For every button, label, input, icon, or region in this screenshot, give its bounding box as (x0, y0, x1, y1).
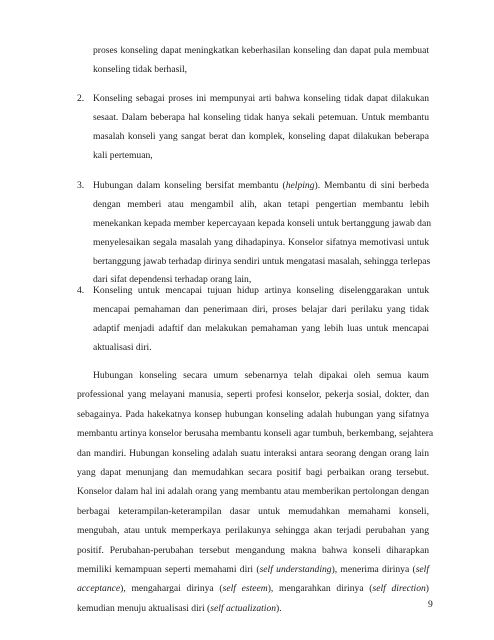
text-line: konseling tidak berhasil, (93, 63, 188, 75)
list-number: 2. (77, 93, 85, 104)
text-line: dari sifat dependensi terhadap orang lain, (93, 274, 252, 286)
italic-term: self esteem (222, 583, 268, 595)
text-line: dengan memberi atau mengambil alih, akan tetapi pengertian membantu lebih (93, 198, 429, 210)
body-paragraph (77, 366, 434, 618)
text-segment: ). Membantu di sini berbeda (314, 180, 429, 191)
text-segment: ). (276, 602, 282, 614)
text-segment: memiliki kemampuan seperti memahami diri ( (77, 563, 260, 575)
text-line: sesaat. Dalam beberapa hal konseling tidak hanya sekali petemuan. Untuk membantu (93, 111, 429, 123)
text-line: masalah konseli yang sangat berat dan komplek, konseling dapat dilakukan beberapa (93, 130, 429, 142)
text-line: positif. Perubahan-perubahan tersebut mengandung makna bahwa konseli diharapkan (77, 544, 429, 556)
italic-term: acceptance (77, 583, 121, 595)
text-line: professional yang melayani manusia, seperti profesi konselor, pekerja sosial, dokter, dan (77, 389, 429, 401)
italic-term: self (415, 563, 430, 575)
text-line: Konseling sebagai proses ini mempunyai arti bahwa konseling tidak dapat dilakukan (93, 93, 429, 104)
text-line: aktualisasi diri. (93, 341, 152, 353)
text-line: Konselor dalam hal ini adalah orang yang membantu atau memberikan pertolongan dengan (77, 486, 429, 498)
text-line: menyelesaikan segala masalah yang dihadapinya. Konselor sifatnya memotivasi untuk (93, 236, 429, 248)
text-line: proses konseling dapat meningkatkan keberhasilan konseling dan dapat pula membuat (93, 45, 429, 56)
text-line: Konseling untuk mencapai tujuan hidup artinya konseling diselenggarakan untuk (93, 285, 429, 296)
text-line: menekankan kepada member kepercayaan kepada konseli untuk bertanggung jawab dan (93, 217, 432, 229)
text-line: yang dapat menunjang dan memudahkan secara positif bagi perbaikan orang tersebut. (77, 466, 429, 478)
text-line (93, 177, 429, 196)
text-line: membantu artinya konselor berusaha membantu konseli agar tumbuh, berkembang, sejahtera (77, 428, 434, 440)
italic-term: self direction (372, 583, 426, 595)
text-segment: ), menerima dirinya ( (331, 563, 416, 575)
text-segment: Hubungan dalam konseling bersifat membantu ( (93, 180, 286, 191)
text-line: sebagainya. Pada hakekatnya konsep hubungan konseling adalah hubungan yang sifatnya (77, 408, 429, 420)
italic-term: helping (285, 180, 315, 191)
page-number: 9 (428, 599, 433, 610)
text-segment: kemudian menuju aktualisasi diri ( (77, 602, 211, 614)
text-line: Hubungan konseling secara umum sebenarnya telah dipakai oleh semua kaum (93, 370, 429, 381)
text-line: berbagai keterampilan-keterampilan dasar untuk memudahkan memahami konseli, (77, 505, 429, 517)
list-number: 4. (77, 285, 85, 296)
text-line: kali pertemuan, (93, 149, 153, 161)
text-line (77, 599, 429, 618)
italic-term: self actualization (210, 602, 277, 614)
list-number: 3. (77, 180, 85, 191)
italic-term: self understanding (259, 563, 332, 575)
text-line: mengubah, atau untuk memperkaya perilakunya sehingga akan terjadi perubahan yang (77, 525, 429, 537)
list-item-1-continuation (93, 42, 429, 80)
text-line (77, 579, 429, 598)
text-segment: ) (425, 583, 429, 595)
text-line (77, 560, 429, 579)
text-line: bertanggung jawab terhadap dirinya sendiri untuk mengatasi masalah, sehingga terlepas (93, 255, 431, 267)
text-line: mencapai pemahaman dan penerimaan diri, proses belajar dari perilaku yang tidak (93, 303, 429, 315)
text-line: adaptif menjadi adaftif dan melakukan pemahaman yang lebih luas untuk mencapai (93, 322, 429, 334)
text-line: dan mandiri. Hubungan konseling adalah suatu interaksi antara seorang dengan orang lain (77, 447, 429, 459)
text-segment: ), mengahargai dirinya ( (120, 583, 223, 595)
text-segment: ), mengarahkan dirinya ( (267, 583, 373, 595)
